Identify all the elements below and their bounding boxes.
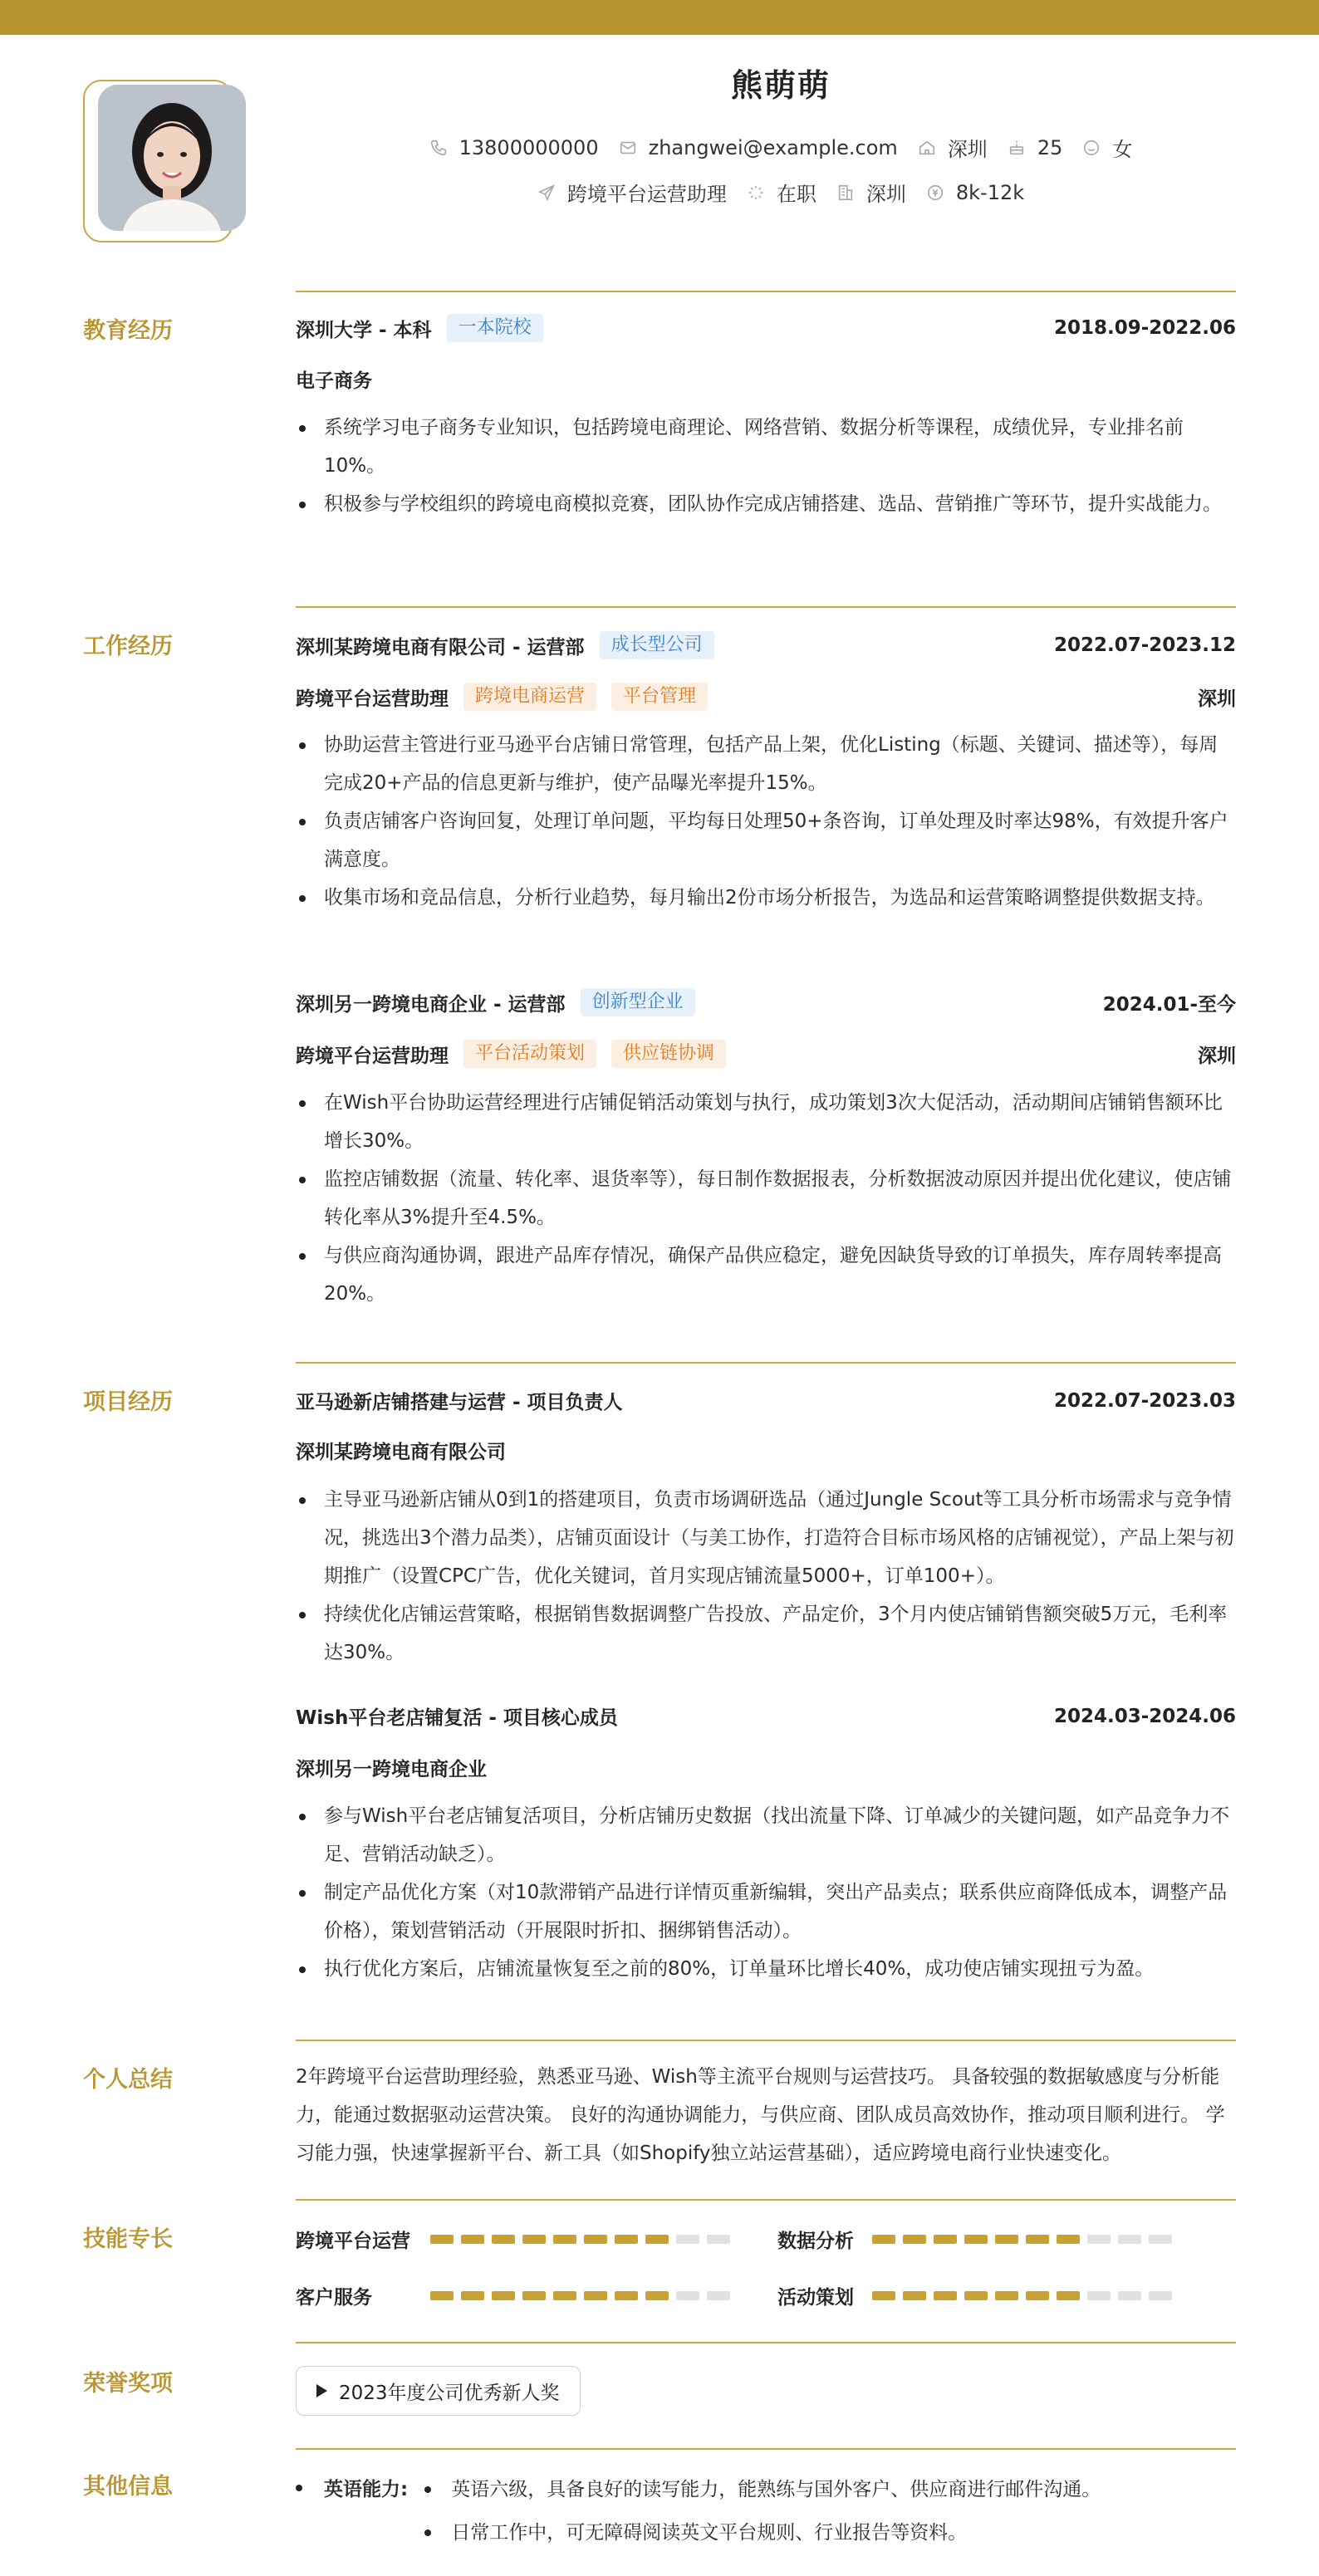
coin-icon xyxy=(926,184,944,202)
major: 电子商务 xyxy=(296,370,372,392)
contact-phone: 13800000000 xyxy=(429,136,599,159)
skill-level-segment xyxy=(430,2291,454,2300)
skill-tag: 跨境电商运营 xyxy=(463,683,596,711)
cake-icon xyxy=(1008,139,1026,157)
portrait-icon xyxy=(98,85,246,231)
section-title-education: 教育经历 xyxy=(83,318,173,344)
skill-level-segment xyxy=(995,2291,1018,2300)
skill-level-segment xyxy=(1087,2235,1111,2244)
skill-level-segment xyxy=(553,2235,576,2244)
contact-gender: 女 xyxy=(1082,133,1132,162)
skill-level-segment xyxy=(676,2291,699,2300)
job-bullets xyxy=(296,726,1236,917)
divider xyxy=(296,2448,1236,2450)
skill-item: 客户服务 xyxy=(296,2282,738,2309)
project-header xyxy=(296,1702,1236,1730)
send-icon xyxy=(537,184,556,202)
skill-level-segment xyxy=(1026,2291,1049,2300)
skill-level-bar xyxy=(872,2291,1179,2300)
mail-icon xyxy=(619,139,637,157)
skill-level-segment xyxy=(645,2291,669,2300)
english-label: 英语能力: xyxy=(324,2479,409,2500)
skill-level-segment xyxy=(492,2291,515,2300)
skill-level-segment xyxy=(615,2235,638,2244)
project-org: 深圳某跨境电商有限公司 xyxy=(296,1442,506,1463)
job-status: 在职 xyxy=(747,178,816,207)
school-name: 深圳大学 - 本科 xyxy=(296,319,432,341)
avatar-frame xyxy=(83,80,233,242)
skill-level-segment xyxy=(903,2235,926,2244)
position: 跨境平台运营助理 xyxy=(296,1045,449,1067)
skill-level-segment xyxy=(1118,2291,1141,2300)
job-header xyxy=(296,631,1236,659)
list-item: 执行优化方案后，店铺流量恢复至之前的80%，订单量环比增长40%，成功使店铺实现扭亏为盈。 xyxy=(296,1950,1236,1988)
skill-level-segment xyxy=(1149,2235,1172,2244)
list-item: 系统学习电子商务专业知识，包括跨境电商理论、网络营销、数据分析等课程，成绩优异，专业排名前10%。 xyxy=(296,409,1236,485)
job-bullets xyxy=(296,1084,1236,1313)
divider xyxy=(296,606,1236,608)
skill-level-segment xyxy=(872,2291,895,2300)
project-header xyxy=(296,1387,1236,1414)
education-bullets xyxy=(296,409,1236,523)
award-item[interactable]: 2023年度公司优秀新人奖 xyxy=(296,2366,581,2416)
home-icon xyxy=(918,139,936,157)
project-bullets xyxy=(296,1797,1236,1988)
skill-level-segment xyxy=(1057,2235,1080,2244)
play-icon xyxy=(316,2384,327,2397)
skill-level-segment xyxy=(995,2235,1018,2244)
project-name: 亚马逊新店铺搭建与运营 - 项目负责人 xyxy=(296,1392,623,1413)
contact-age: 25 xyxy=(1008,136,1063,159)
skill-tag: 供应链协调 xyxy=(611,1040,726,1068)
job-target: 跨境平台运营助理 xyxy=(537,178,727,207)
section-title-awards: 荣誉奖项 xyxy=(83,2371,173,2397)
company-name: 深圳另一跨境电商企业 - 运营部 xyxy=(296,993,566,1016)
section-title-other: 其他信息 xyxy=(83,2474,173,2500)
divider xyxy=(296,2040,1236,2041)
list-item: 负责店铺客户咨询回复，处理订单问题，平均每日处理50+条咨询，订单处理及时率达98%，有效提升客户满意度。 xyxy=(296,802,1236,879)
list-item: 在Wish平台协助运营经理进行店铺促销活动策划与执行，成功策划3次大促活动，活动期间店铺销售额环比增长30%。 xyxy=(296,1084,1236,1160)
job-location: 深圳 xyxy=(1198,1045,1236,1067)
contact-city: 深圳 xyxy=(918,133,988,162)
skill-level-segment xyxy=(522,2291,546,2300)
skill-level-segment xyxy=(964,2235,988,2244)
contact-row-1 xyxy=(332,133,1229,162)
target-city: 深圳 xyxy=(836,178,906,207)
section-title-work: 工作经历 xyxy=(83,634,173,659)
contact-email: zhangwei@example.com xyxy=(619,136,898,159)
section-title-summary: 个人总结 xyxy=(83,2067,173,2093)
list-item: 与供应商沟通协调，跟进产品库存情况，确保产品供应稳定，避免因缺货导致的订单损失，库存周转率提高20%。 xyxy=(296,1237,1236,1313)
skill-level-segment xyxy=(707,2291,730,2300)
list-item: 收集市场和竞品信息，分析行业趋势，每月输出2份市场分析报告，为选品和运营策略调整提供数据支持。 xyxy=(296,879,1236,917)
salary: 8k-12k xyxy=(926,181,1024,204)
skill-level-segment xyxy=(872,2235,895,2244)
divider xyxy=(296,291,1236,292)
skill-level-bar xyxy=(430,2291,738,2300)
skill-level-segment xyxy=(430,2235,454,2244)
list-item: 制定产品优化方案（对10款滞销产品进行详情页重新编辑，突出产品卖点；联系供应商降低成本，调整产品价格），策划营销活动（开展限时折扣、捆绑销售活动）。 xyxy=(296,1873,1236,1950)
company-name: 深圳某跨境电商有限公司 - 运营部 xyxy=(296,636,585,659)
skill-item: 活动策划 xyxy=(777,2282,1179,2309)
skill-level-segment xyxy=(553,2291,576,2300)
school-tag: 一本院校 xyxy=(447,314,543,342)
position: 跨境平台运营助理 xyxy=(296,688,449,710)
skill-level-segment xyxy=(903,2291,926,2300)
skill-level-segment xyxy=(584,2235,607,2244)
divider xyxy=(296,2199,1236,2201)
skill-level-segment xyxy=(934,2235,957,2244)
skill-level-segment xyxy=(707,2235,730,2244)
skill-level-segment xyxy=(492,2235,515,2244)
section-title-skills: 技能专长 xyxy=(83,2226,173,2252)
job-header xyxy=(296,988,1236,1016)
skill-level-segment xyxy=(1026,2235,1049,2244)
skill-level-segment xyxy=(615,2291,638,2300)
project-date: 2024.03-2024.06 xyxy=(1053,1705,1236,1727)
section-title-projects: 项目经历 xyxy=(83,1389,173,1415)
english-line: 英语六级，具备良好的读写能力，能熟练与国外客户、供应商进行邮件沟通。 xyxy=(451,2479,1101,2500)
divider xyxy=(296,1362,1236,1364)
bullet-dot xyxy=(424,2486,431,2493)
job-date: 2022.07-2023.12 xyxy=(1053,634,1236,656)
top-accent-bar xyxy=(0,0,1319,35)
list-item: 积极参与学校组织的跨境电商模拟竞赛，团队协作完成店铺搭建、选品、营销推广等环节，提升实战能力。 xyxy=(296,485,1236,523)
skill-level-segment xyxy=(645,2235,669,2244)
loading-icon xyxy=(747,184,765,202)
job-location: 深圳 xyxy=(1198,688,1236,710)
summary-text: 2年跨境平台运营助理经验，熟悉亚马逊、Wish等主流平台规则与运营技巧。 具备较强的数据敏感度与分析能力，能通过数据驱动运营决策。 良好的沟通协调能力，与供应商、团队成员高效协作，推动项目顺利进行。 学习能力强，快速掌握新平台、新工具（如Shopify独立站运营基础），适应跨境电商行业快速变化。 xyxy=(296,2066,1225,2164)
skill-level-segment xyxy=(522,2235,546,2244)
job-date: 2024.01-至今 xyxy=(1102,993,1236,1016)
list-item: 监控店铺数据（流量、转化率、退货率等），每日制作数据报表，分析数据波动原因并提出优化建议，使店铺转化率从3%提升至4.5%。 xyxy=(296,1160,1236,1237)
skill-level-bar xyxy=(430,2235,738,2244)
contact-row-2 xyxy=(332,178,1229,207)
job-position-row xyxy=(296,683,1236,711)
bullet-dot xyxy=(424,2529,431,2536)
list-item: 协助运营主管进行亚马逊平台店铺日常管理，包括产品上架，优化Listing（标题、关键词、描述等），每周完成20+产品的信息更新与维护，使产品曝光率提升15%。 xyxy=(296,726,1236,802)
project-bullets xyxy=(296,1481,1236,1672)
skill-level-segment xyxy=(1118,2235,1141,2244)
skill-item: 数据分析 xyxy=(777,2226,1179,2253)
skill-level-segment xyxy=(934,2291,957,2300)
list-item: 参与Wish平台老店铺复活项目，分析店铺历史数据（找出流量下降、订单减少的关键问题，如产品竞争力不足、营销活动缺乏）。 xyxy=(296,1797,1236,1873)
phone-icon xyxy=(429,139,448,157)
face-icon xyxy=(1082,139,1101,157)
skill-level-segment xyxy=(1087,2291,1111,2300)
job-position-row xyxy=(296,1040,1236,1068)
project-date: 2022.07-2023.03 xyxy=(1053,1389,1236,1412)
english-line: 日常工作中，可无障碍阅读英文平台规则、行业报告等资料。 xyxy=(451,2522,968,2544)
skill-level-segment xyxy=(584,2291,607,2300)
skill-level-bar xyxy=(872,2235,1179,2244)
list-item: 持续优化店铺运营策略，根据销售数据调整广告投放、产品定价，3个月内使店铺销售额突破5万元，毛利率达30%。 xyxy=(296,1595,1236,1672)
bullet-dot xyxy=(296,2485,302,2491)
divider xyxy=(296,2342,1236,2343)
education-header xyxy=(296,314,1236,342)
skill-level-segment xyxy=(676,2235,699,2244)
candidate-name: 熊萌萌 xyxy=(730,67,831,104)
skill-level-segment xyxy=(1149,2291,1172,2300)
skill-level-segment xyxy=(461,2235,484,2244)
company-tag: 创新型企业 xyxy=(581,988,695,1016)
skill-tag: 平台活动策划 xyxy=(463,1040,596,1068)
avatar xyxy=(98,85,246,231)
skill-level-segment xyxy=(1057,2291,1080,2300)
skill-tag: 平台管理 xyxy=(611,683,708,711)
skill-level-segment xyxy=(964,2291,988,2300)
project-org: 深圳另一跨境电商企业 xyxy=(296,1759,487,1780)
project-name: Wish平台老店铺复活 - 项目核心成员 xyxy=(296,1707,618,1729)
company-tag: 成长型公司 xyxy=(600,631,714,659)
other-info xyxy=(296,2471,1101,2552)
building-icon xyxy=(836,184,855,202)
list-item: 主导亚马逊新店铺从0到1的搭建项目，负责市场调研选品（通过Jungle Scout等工具分析市场需求与竞争情况，挑选出3个潜力品类），店铺页面设计（与美工协作，打造符合目标市场风格的店铺视觉），产品上架与初期推广（设置CPC广告，优化关键词，首月实现店铺流量5000+，订单100+）。 xyxy=(296,1481,1236,1595)
education-date: 2018.09-2022.06 xyxy=(1053,317,1236,339)
skill-level-segment xyxy=(461,2291,484,2300)
skill-item: 跨境平台运营 xyxy=(296,2226,738,2253)
